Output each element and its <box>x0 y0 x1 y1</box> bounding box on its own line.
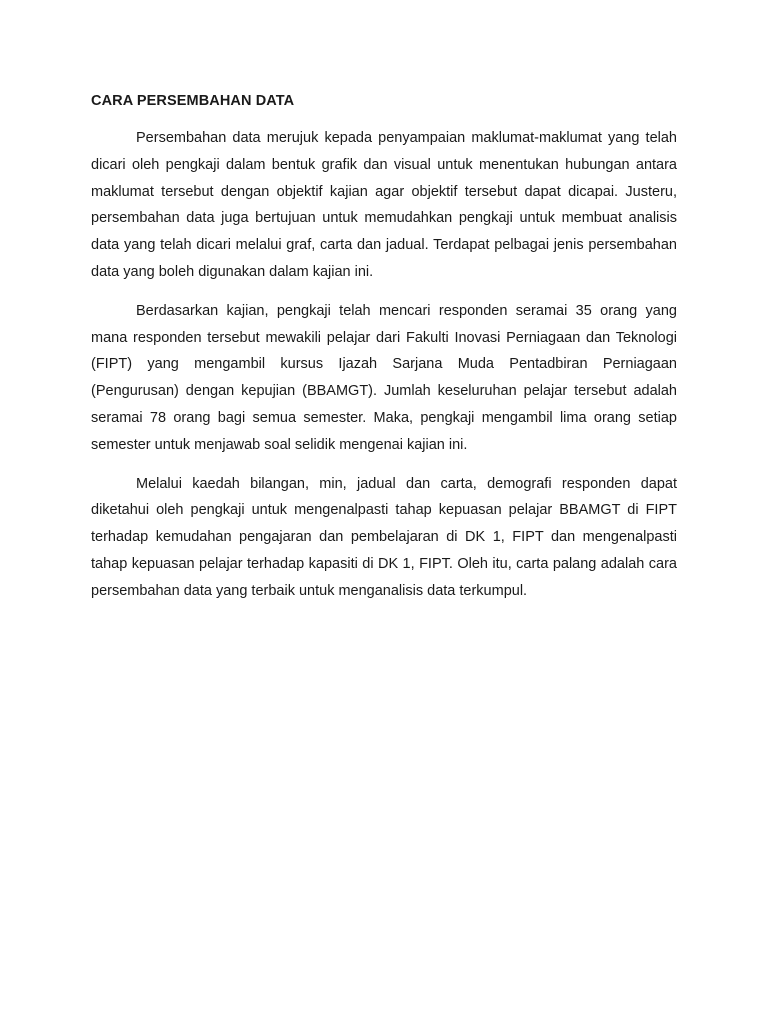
section-heading: CARA PERSEMBAHAN DATA <box>91 93 295 109</box>
document-body <box>91 91 677 617</box>
paragraph-3: Melalui kaedah bilangan, min, jadual dan carta, demografi responden dapat diketahui oleh pengkaji untuk mengenalpasti tahap kepuasan pelajar BBAMGT di FIPT terhadap kemudahan pengajaran dan pembelajaran di DK 1, FIPT dan mengenalpasti tahap kepuasan pelajar terhadap kapasiti di DK 1, FIPT. Oleh itu, carta palang adalah cara persembahan data yang terbaik untuk menganalisis data terkumpul. <box>91 475 677 599</box>
paragraph-1: Persembahan data merujuk kepada penyampaian maklumat-maklumat yang telah dicari oleh pengkaji dalam bentuk grafik dan visual untuk menentukan hubungan antara maklumat tersebut dengan objektif kajian agar objektif tersebut dapat dicapai. Justeru, persembahan data juga bertujuan untuk memudahkan pengkaji untuk membuat analisis data yang telah dicari melalui graf, carta dan jadual. Terdapat pelbagai jenis persembahan data yang boleh digunakan dalam kajian ini. <box>91 130 677 280</box>
paragraph-2: Berdasarkan kajian, pengkaji telah mencari responden seramai 35 orang yang mana responden tersebut mewakili pelajar dari Fakulti Inovasi Perniagaan dan Teknologi (FIPT) yang mengambil kursus Ijazah Sarjana Muda Pentadbiran Perniagaan (Pengurusan) dengan kepujian (BBAMGT). Jumlah keseluruhan pelajar tersebut adalah seramai 78 orang bagi semua semester. Maka, pengkaji mengambil lima orang setiap semester untuk menjawab soal selidik mengenai kajian ini. <box>91 302 677 453</box>
